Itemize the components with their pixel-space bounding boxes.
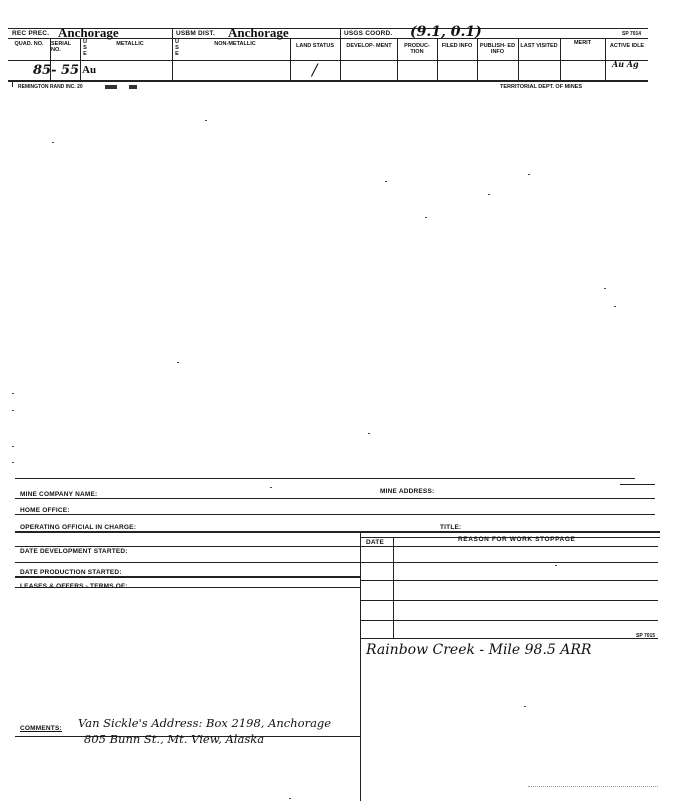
date-column-header: DATE bbox=[366, 539, 385, 546]
comments-line-1: Van Sickle's Address: Box 2198, Anchorage bbox=[78, 716, 332, 730]
col-filed-info: FILED INFO bbox=[441, 43, 473, 49]
active-idle-value: Au Ag bbox=[612, 59, 639, 69]
printer-mark-2 bbox=[129, 85, 137, 89]
location-note: Rainbow Creek - Mile 98.5 ARR bbox=[366, 642, 592, 658]
faint-marks bbox=[528, 786, 658, 788]
comments-line-2: 805 Bunn St., Mt. View, Alaska bbox=[84, 732, 265, 746]
col-merit: MERIT bbox=[573, 40, 592, 46]
dev-started-label: DATE DEVELOPMENT STARTED: bbox=[20, 548, 128, 555]
rec-prec-label: REC PREC. bbox=[12, 30, 50, 37]
prod-started-label: DATE PRODUCTION STARTED: bbox=[20, 569, 122, 576]
territorial-line: TERRITORIAL DEPT. OF MINES bbox=[500, 84, 582, 90]
rec-prec-value: Anchorage bbox=[58, 25, 119, 40]
col-metallic: METALLIC bbox=[116, 41, 144, 47]
col-last-visited: LAST VISITED bbox=[520, 43, 558, 49]
col-production: PRODUC- TION bbox=[404, 43, 430, 55]
title-label: TITLE: bbox=[440, 524, 462, 531]
col-nonmetallic: NON-METALLIC bbox=[214, 41, 256, 47]
col-published-info: PUBLISH- ED INFO bbox=[479, 43, 516, 55]
mine-address-label: MINE ADDRESS: bbox=[380, 488, 435, 495]
form-number-bottom: SP 7015 bbox=[636, 633, 656, 639]
printer-line: REMINGTON RAND INC. 20 bbox=[18, 84, 83, 90]
col-land-status: LAND STATUS bbox=[296, 43, 334, 49]
mine-company-label: MINE COMPANY NAME: bbox=[20, 491, 98, 498]
col-quad: QUAD. NO. bbox=[14, 41, 44, 47]
usbm-dist-value: Anchorage bbox=[228, 25, 289, 40]
col-use-1: U S E bbox=[83, 39, 87, 57]
printer-mark bbox=[105, 85, 117, 89]
quad-serial-value: 85- 55 bbox=[33, 63, 80, 78]
operating-official-label: OPERATING OFFICIAL IN CHARGE: bbox=[20, 524, 137, 531]
comments-label: COMMENTS: bbox=[20, 725, 62, 732]
col-development: DEVELOP- MENT bbox=[346, 43, 392, 49]
metallic-value: Au bbox=[82, 64, 97, 76]
col-serial: SERIAL NO. bbox=[51, 41, 72, 53]
col-active-idle: ACTIVE IDLE bbox=[609, 43, 645, 49]
usgs-coord-label: USGS COORD. bbox=[344, 30, 393, 37]
usbm-dist-label: USBM DIST. bbox=[176, 30, 215, 37]
land-status-value: / bbox=[312, 60, 318, 79]
form-number-top: SP 7014 bbox=[622, 31, 642, 37]
reason-column-header: REASON FOR WORK STOPPAGE bbox=[458, 536, 576, 543]
home-office-label: HOME OFFICE: bbox=[20, 507, 70, 514]
col-use-2: U S E bbox=[175, 39, 179, 57]
usgs-coord-value: (9.1, 0.1) bbox=[410, 24, 482, 40]
leases-label: LEASES & OFFERS - TERMS OF: bbox=[20, 583, 128, 590]
